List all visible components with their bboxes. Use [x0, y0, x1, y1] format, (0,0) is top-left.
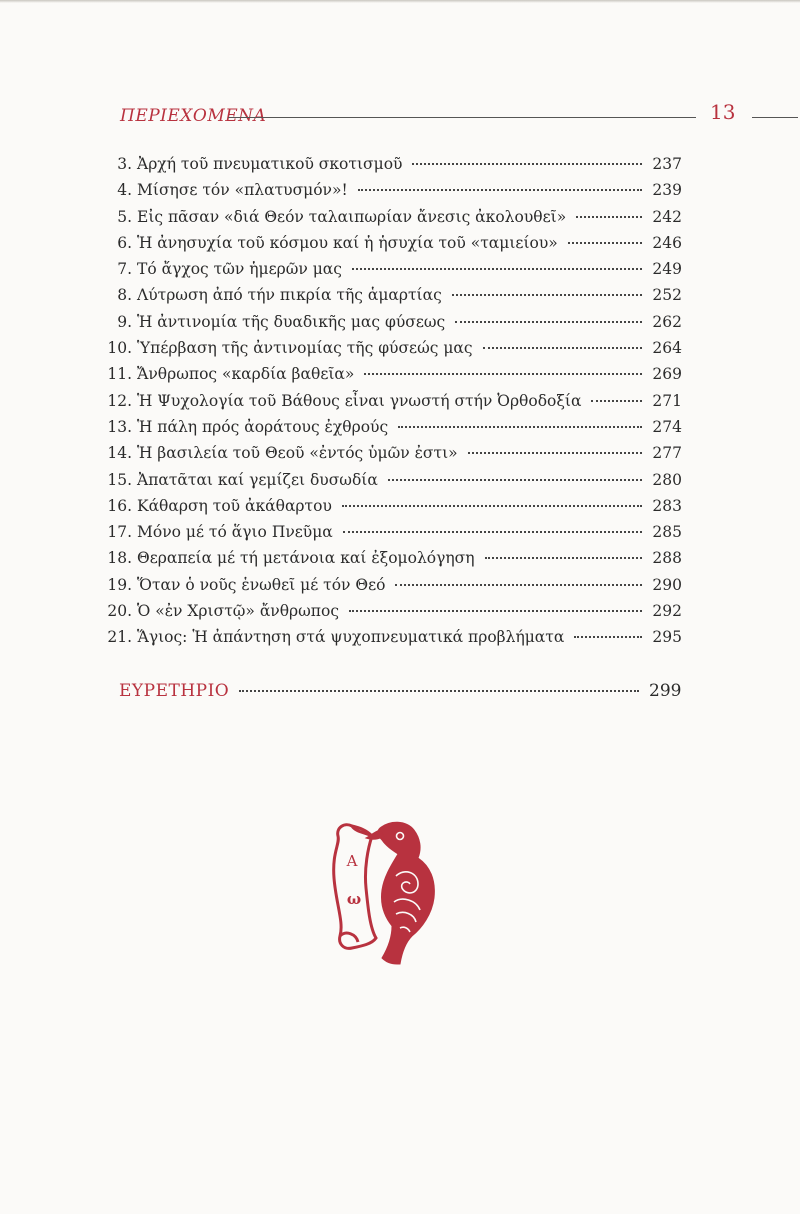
- header-page-number: 13: [710, 100, 736, 124]
- toc-entry-number: 4.: [117, 181, 132, 200]
- leader-dots: [485, 557, 642, 559]
- toc-entry[interactable]: [104, 545, 682, 571]
- index-entry[interactable]: [119, 678, 681, 704]
- page-edge: [0, 0, 800, 3]
- toc-entry-title: Μίσησε τόν «πλατυσμόν»!: [137, 181, 348, 200]
- leader-dots: [483, 347, 642, 349]
- toc-entry-page: 249: [652, 260, 682, 279]
- toc-entry-number: 11.: [107, 365, 132, 384]
- leader-dots: [398, 426, 642, 428]
- toc-entry[interactable]: [104, 151, 682, 177]
- toc-entry-title: Ἅγιος: Ἡ ἀπάντηση στά ψυχοπνευματικά προβλήματα: [137, 628, 565, 647]
- toc-entry-page: 288: [652, 549, 682, 568]
- toc-entry-number: 7.: [117, 260, 132, 279]
- toc-entry-title: Ἡ βασιλεία τοῦ Θεοῦ «ἐντός ὑμῶν ἐστι»: [137, 444, 458, 463]
- toc-entry-page: 252: [652, 286, 682, 305]
- running-header: [120, 100, 736, 130]
- leader-dots: [352, 268, 642, 270]
- toc-entry-number: 8.: [117, 286, 132, 305]
- toc-entry-title: Κάθαρση τοῦ ἀκάθαρτου: [137, 496, 332, 515]
- leader-dots: [591, 400, 642, 402]
- toc-entry-title: Τό ἄγχος τῶν ἡμερῶν μας: [137, 260, 342, 279]
- toc-entry-page: 290: [652, 575, 682, 594]
- toc-entry[interactable]: [104, 414, 682, 440]
- toc-entry-number: 18.: [107, 549, 132, 568]
- leader-dots: [342, 505, 642, 507]
- toc-entry-page: 269: [652, 365, 682, 384]
- leader-dots: [568, 242, 642, 244]
- table-of-contents: [104, 151, 682, 651]
- toc-entry-page: 283: [652, 496, 682, 515]
- leader-dots: [349, 610, 642, 612]
- toc-entry[interactable]: [104, 256, 682, 282]
- toc-entry[interactable]: [104, 572, 682, 598]
- leader-dots: [452, 294, 642, 296]
- toc-entry-page: 242: [652, 207, 682, 226]
- toc-entry[interactable]: [104, 598, 682, 624]
- leader-dots: [395, 584, 642, 586]
- toc-entry[interactable]: [104, 177, 682, 203]
- leader-dots: [239, 690, 639, 692]
- leader-dots: [358, 189, 642, 191]
- toc-entry-title: Ἡ ἀνησυχία τοῦ κόσμου καί ἡ ἡσυχία τοῦ «ταμιείου»: [137, 233, 558, 252]
- toc-entry[interactable]: [104, 467, 682, 493]
- scroll-alpha: Α: [346, 852, 358, 870]
- toc-entry[interactable]: [104, 519, 682, 545]
- toc-entry-title: Ἄνθρωπος «καρδία βαθεῖα»: [137, 365, 355, 384]
- toc-entry-number: 20.: [107, 602, 132, 621]
- toc-entry-title: Θεραπεία μέ τή μετάνοια καί ἐξομολόγηση: [137, 549, 475, 568]
- index-page: 299: [649, 681, 682, 701]
- toc-entry[interactable]: [104, 493, 682, 519]
- header-rule-left: [228, 117, 696, 118]
- toc-entry[interactable]: [104, 624, 682, 650]
- toc-entry-number: 14.: [107, 444, 132, 463]
- toc-entry-page: 237: [652, 155, 682, 173]
- toc-entry[interactable]: [104, 388, 682, 414]
- toc-entry-title: Ἀπατᾶται καί γεμίζει δυσωδία: [137, 470, 378, 489]
- toc-entry-number: 10.: [107, 339, 132, 358]
- leader-dots: [574, 636, 642, 638]
- bird-with-scroll-icon: [322, 818, 442, 978]
- toc-entry-number: 3.: [117, 155, 132, 173]
- toc-entry-page: 262: [652, 312, 682, 331]
- toc-entry-number: 9.: [117, 312, 132, 331]
- toc-entry-number: 19.: [107, 575, 132, 594]
- toc-entry-title: Λύτρωση ἀπό τήν πικρία τῆς ἁμαρτίας: [137, 286, 442, 305]
- scroll-omega: ω: [346, 890, 362, 908]
- toc-entry-number: 13.: [107, 417, 132, 436]
- toc-entry[interactable]: [104, 230, 682, 256]
- toc-entry-page: 292: [652, 602, 682, 621]
- toc-entry-number: 6.: [117, 233, 132, 252]
- leader-dots: [455, 321, 642, 323]
- toc-entry-number: 17.: [107, 523, 132, 542]
- toc-entry-number: 12.: [107, 391, 132, 410]
- header-rule-right: [752, 117, 798, 118]
- toc-entry-title: Ὑπέρβαση τῆς ἀντινομίας τῆς φύσεώς μας: [137, 339, 473, 358]
- toc-entry-number: 5.: [117, 207, 132, 226]
- toc-entry[interactable]: [104, 204, 682, 230]
- toc-entry-page: 271: [652, 391, 682, 410]
- leader-dots: [388, 479, 642, 481]
- toc-entry-page: 280: [652, 470, 682, 489]
- toc-entry-page: 264: [652, 339, 682, 358]
- toc-entry-title: Ἡ ἀντινομία τῆς δυαδικῆς μας φύσεως: [137, 312, 446, 331]
- toc-entry[interactable]: [104, 309, 682, 335]
- toc-entry-page: 277: [652, 444, 682, 463]
- toc-entry-page: 274: [652, 417, 682, 436]
- toc-entry[interactable]: [104, 335, 682, 361]
- toc-entry-number: 15.: [107, 470, 132, 489]
- toc-entry-number: 16.: [107, 496, 132, 515]
- toc-entry-title: Ἡ πάλη πρός ἀοράτους ἐχθρούς: [137, 417, 389, 436]
- leader-dots: [468, 452, 642, 454]
- toc-entry-title: Ἀρχή τοῦ πνευματικοῦ σκοτισμοῦ: [137, 155, 403, 173]
- toc-entry-title: Ὁ «ἐν Χριστῷ» ἄνθρωπος: [137, 602, 339, 621]
- leader-dots: [576, 216, 642, 218]
- leader-dots: [343, 531, 642, 533]
- index-title: ΕΥΡΕΤΗΡΙΟ: [119, 681, 230, 701]
- toc-entry[interactable]: [104, 282, 682, 308]
- toc-entry-title: Μόνο μέ τό ἅγιο Πνεῦμα: [137, 523, 333, 542]
- leader-dots: [364, 373, 642, 375]
- toc-entry[interactable]: [104, 440, 682, 466]
- toc-entry-page: 246: [652, 233, 682, 252]
- toc-entry-number: 21.: [107, 628, 132, 647]
- toc-entry[interactable]: [104, 361, 682, 387]
- toc-entry-title: Εἰς πᾶσαν «διά Θεόν ταλαιπωρίαν ἄνεσις ἀκολουθεῖ»: [137, 207, 567, 226]
- header-title: ΠΕΡΙΕΧΟΜΕΝΑ: [120, 106, 267, 126]
- toc-entry-page: 295: [652, 628, 682, 647]
- toc-entry-page: 285: [652, 523, 682, 542]
- leader-dots: [412, 163, 642, 165]
- toc-entry-page: 239: [652, 181, 682, 200]
- toc-entry-title: Ἡ Ψυχολογία τοῦ Βάθους εἶναι γνωστή στήν Ὀρθοδοξία: [137, 391, 582, 410]
- toc-entry-title: Ὅταν ὁ νοῦς ἑνωθεῖ μέ τόν Θεό: [137, 575, 386, 594]
